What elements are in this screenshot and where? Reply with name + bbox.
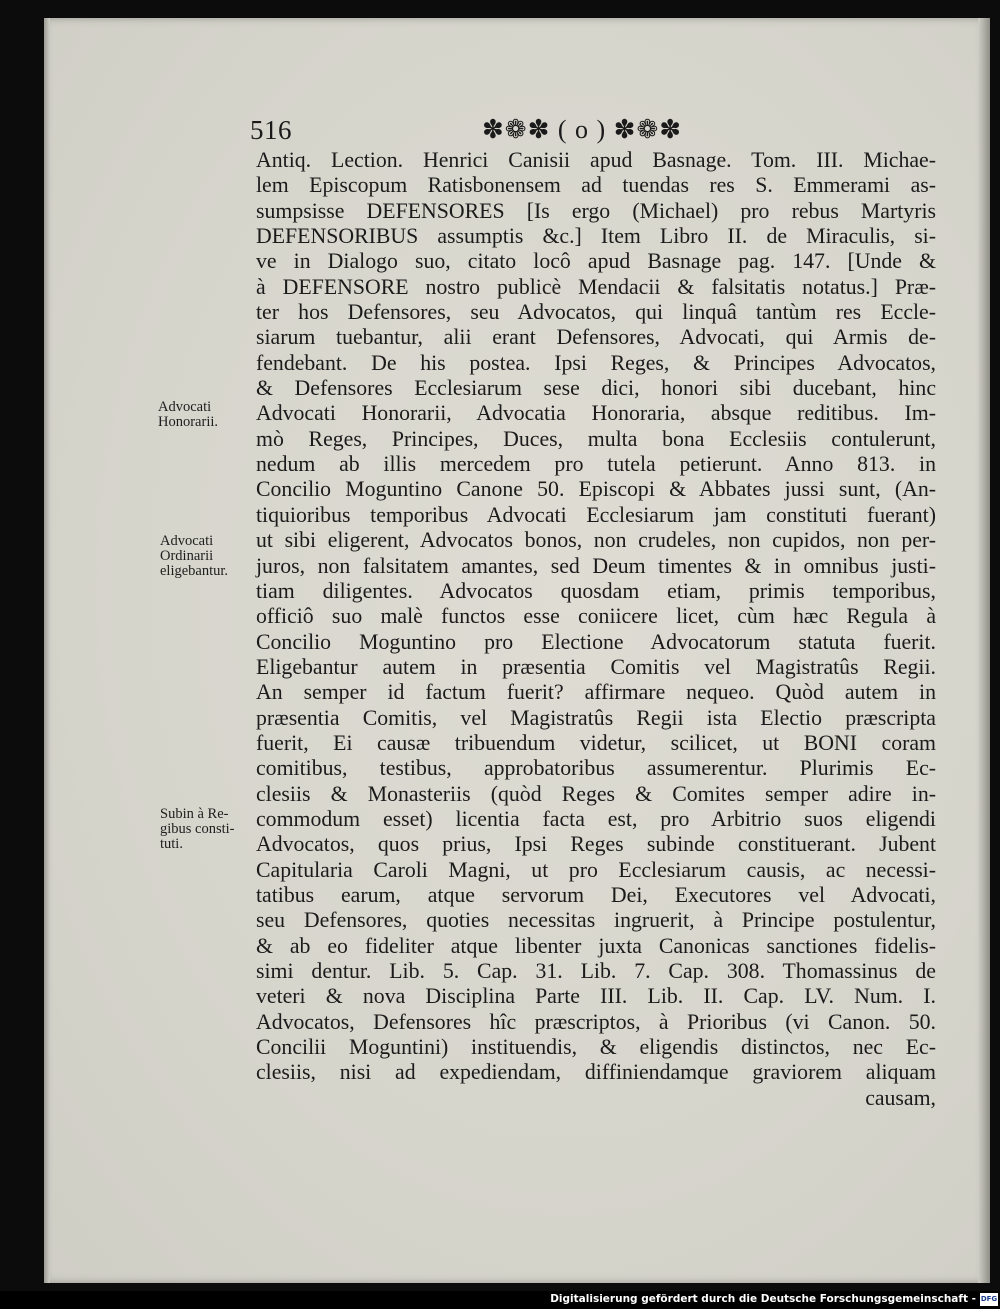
margin-note-subinde: [160, 807, 235, 852]
body-line: præsentia Comitis, vel Magistratûs Regii ista Electio præscripta: [256, 705, 936, 730]
margin-note-line: tuti.: [160, 836, 183, 852]
body-line: comitibus, testibus, approbatoribus assumerentur. Plurimis Ec-: [256, 756, 936, 781]
margin-note-ordinarii: [160, 534, 228, 579]
body-text: [256, 148, 936, 1111]
page-number: 516: [250, 115, 292, 145]
body-line: & Defensores Ecclesiarum sese dici, honori sibi ducebant, hinc: [256, 376, 936, 401]
body-line: tatibus earum, atque servorum Dei, Executores vel Advocati,: [256, 882, 936, 907]
body-line: veteri & nova Disciplina Parte III. Lib. II. Cap. LV. Num. I.: [256, 984, 936, 1009]
body-line: & ab eo fideliter atque libenter juxta Canonicas sanctiones fidelis-: [256, 933, 936, 958]
margin-note-line: Ordinarii: [160, 548, 214, 564]
body-line: tiam diligentes. Advocatos quosdam etiam, primis temporibus,: [256, 578, 936, 603]
body-line: lem Episcopum Ratisbonensem ad tuendas res S. Emmerami as-: [256, 173, 936, 198]
body-line: DEFENSORIBUS assumptis &c.] Item Libro II. de Miraculis, si-: [256, 224, 936, 249]
body-line: seu Defensores, quoties necessitas ingruerit, à Principe postulentur,: [256, 908, 936, 933]
body-line: clesiis, nisi ad expediendam, diffiniendamque graviorem aliquam: [256, 1060, 936, 1085]
margin-note-line: Advocati: [160, 533, 214, 549]
body-line: ut sibi eligerent, Advocatos bonos, non crudeles, non cupidos, non per-: [256, 528, 936, 553]
body-line: causam,: [865, 1085, 936, 1110]
body-line: tiquioribus temporibus Advocati Ecclesiarum jam constituti fuerant): [256, 502, 936, 527]
body-line: Concilio Moguntino pro Electione Advocatorum statuta fuerit.: [256, 629, 936, 654]
header-ornament: ✽❁✽ ( o ) ✽❁✽: [482, 115, 683, 144]
body-line: ve in Dialogo suo, citato locô apud Basnage pag. 147. [Unde &: [256, 249, 936, 274]
body-line: ter hos Defensores, seu Advocatos, qui linquâ tantùm res Eccle-: [256, 300, 936, 325]
body-line: Advocati Honorarii, Advocatia Honoraria, absque reditibus. Im-: [256, 401, 936, 426]
body-line: fuerit, Ei causæ tribuendum videtur, scilicet, ut BONI coram: [256, 730, 936, 755]
page-right-edge: [978, 18, 990, 1283]
body-line: Concilii Moguntini) instituendis, & eligendis distinctos, nec Ec-: [256, 1035, 936, 1060]
body-line: nedum ab illis mercedem pro tutela petierunt. Anno 813. in: [256, 452, 936, 477]
page-gutter-shadow: [44, 18, 50, 1283]
body-line: mò Reges, Principes, Duces, multa bona Ecclesiis contulerunt,: [256, 426, 936, 451]
margin-note-line: Subin à Re-: [160, 806, 229, 822]
body-line: juros, non falsitatem amantes, sed Deum timentes & in omnibus justi-: [256, 553, 936, 578]
margin-note-line: Advocati: [158, 399, 212, 415]
page-header: [250, 115, 710, 151]
body-line: Advocatos, quos prius, Ipsi Reges subinde constituerant. Jubent: [256, 832, 936, 857]
body-line: Eligebantur autem in præsentia Comitis vel Magistratûs Regii.: [256, 654, 936, 679]
body-line: officiô suo malè functos esse coniicere licet, cùm hæc Regula à: [256, 604, 936, 629]
body-line: clesiis & Monasteriis (quòd Reges & Comites semper adire in-: [256, 781, 936, 806]
margin-note-line: eligebantur.: [160, 563, 229, 579]
body-line: An semper id factum fuerit? affirmare nequeo. Quòd autem in: [256, 680, 936, 705]
margin-note-honorarii: [158, 400, 218, 430]
body-line: à DEFENSORE nostro publicè Mendacii & falsitatis notatus.] Præ-: [256, 274, 936, 299]
margin-note-line: Honorarii.: [158, 414, 218, 430]
body-line: Advocatos, Defensores hîc præscriptos, à Prioribus (vi Canon. 50.: [256, 1009, 936, 1034]
body-line: simi dentur. Lib. 5. Cap. 31. Lib. 7. Cap. 308. Thomassinus de: [256, 959, 936, 983]
margin-note-line: gibus consti-: [160, 821, 235, 837]
body-line: Concilio Moguntino Canone 50. Episcopi & Abbates jussi sunt, (An-: [256, 477, 936, 502]
body-line: commodum esset) licentia facta est, pro Arbitrio suos eligendi: [256, 806, 936, 831]
dfg-logo: DFG: [980, 1293, 998, 1306]
footer-credit: Digitalisierung gefördert durch die Deutsche Forschungsgemeinschaft -: [550, 1293, 976, 1305]
body-line: Capitularia Caroli Magni, ut pro Ecclesiarum causis, ac necessi-: [256, 857, 936, 882]
body-line: Antiq. Lection. Henrici Canisii apud Basnage. Tom. III. Michae-: [256, 148, 936, 172]
body-line: sumpsisse DEFENSORES [Is ergo (Michael) pro rebus Martyris: [256, 198, 936, 223]
body-line: siarum tuebantur, alii erant Defensores, Advocati, qui Armis de-: [256, 325, 936, 350]
body-line: fendebant. De his postea. Ipsi Reges, & Principes Advocatos,: [256, 350, 936, 375]
